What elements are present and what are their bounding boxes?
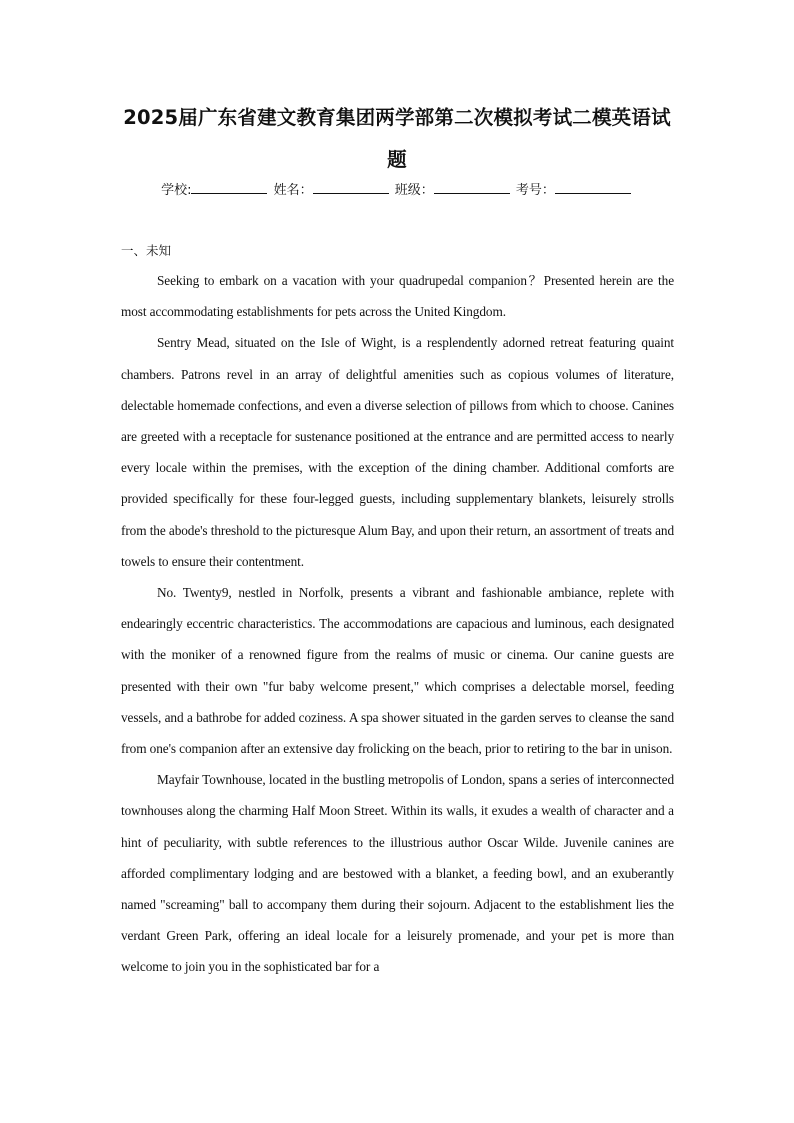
name-label: 姓名： — [273, 183, 313, 198]
passage-body — [121, 265, 674, 983]
paragraph-sentry-mead: Sentry Mead, situated on the Isle of Wight, is a resplendently adorned retreat featuring quaint chambers. Patrons revel in an array of delightful amenities such as copious volumes of literature, delectable homemade confections, and even a diverse selection of pillows from which to choose. Canines are greeted with a receptacle for sustenance positioned at the entrance and are permitted access to nearly every locale within the premises, with the exception of the dining chamber. Additional comforts are provided specifically for these four-legged guests, including supplementary blankets, leisurely strolls from the abode's threshold to the picturesque Alum Bay, and upon their return, an assortment of treats and towels to ensure their contentment. — [121, 335, 674, 569]
exam-number-blank[interactable] — [555, 181, 631, 194]
class-blank[interactable] — [434, 181, 510, 194]
paragraph-intro: Seeking to embark on a vacation with your quadrupedal companion？Presented herein are the most accommodating establishments for pets across the United Kingdom. — [121, 273, 674, 320]
school-label: 学校: — [161, 183, 192, 198]
class-label: 班级： — [394, 183, 434, 198]
section-heading: 一、未知 — [121, 243, 172, 258]
document-title-line-1: 2025届广东省建文教育集团两学部第二次模拟考试二模英语试 — [123, 106, 671, 129]
school-blank[interactable] — [191, 181, 267, 194]
student-info-line — [0, 181, 794, 200]
name-blank[interactable] — [313, 181, 389, 194]
exam-number-label: 考号： — [515, 183, 555, 198]
paragraph-mayfair-townhouse: Mayfair Townhouse, located in the bustling metropolis of London, spans a series of interconnected townhouses along the charming Half Moon Street. Within its walls, it exudes a wealth of character and a hint of peculiarity, with subtle references to the illustrious author Oscar Wilde. Juvenile canines are afforded complimentary lodging and are bestowed with a blanket, a feeding bowl, and an exuberantly named "screaming" ball to accompany them during their sojourn. Adjacent to the establishment lies the verdant Green Park, offering an ideal locale for a leisurely promenade, and your pet is more than welcome to join you in the sophisticated bar for a — [121, 772, 674, 975]
paragraph-no-twenty9: No. Twenty9, nestled in Norfolk, presents a vibrant and fashionable ambiance, replete with endearingly eccentric characteristics. The accommodations are capacious and luminous, each designated with the moniker of a renowned figure from the realms of music or cinema. Our canine guests are presented with their own "fur baby welcome present," which comprises a delectable morsel, feeding vessels, and a bathrobe for added coziness. A spa shower situated in the garden serves to cleanse the sand from one's companion after an extensive day frolicking on the beach, prior to retiring to the bar in unison. — [121, 585, 674, 757]
document-title-line-2: 题 — [387, 148, 407, 171]
